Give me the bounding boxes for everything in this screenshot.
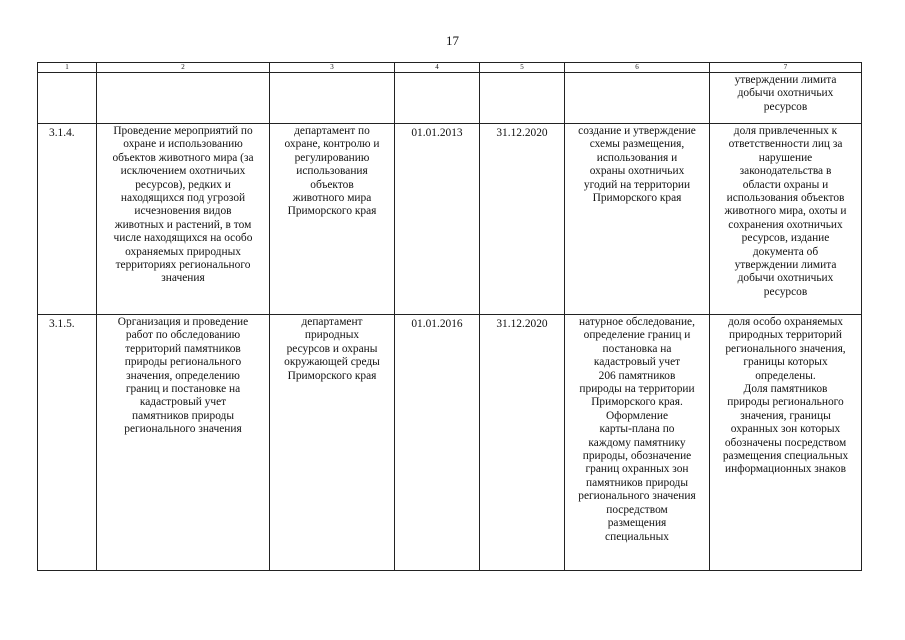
start-date: 01.01.2013 [395,124,480,315]
result-text [569,316,705,544]
text-line: границ и постановке на [125,383,241,396]
indicator-text [714,125,857,299]
text-line: природных [304,329,360,342]
text-line: ресурсов), редких и [135,178,231,191]
text-line: охранных зон которых [730,423,841,436]
text-line: работ по обследованию [125,329,241,342]
text-line: области охраны и [742,178,829,191]
text-line: окружающей среды [284,356,380,369]
text-line: Организация и проведение [117,316,249,328]
text-line: ответственности лиц за [728,138,843,151]
text-line: Доля памятников [743,383,828,396]
table-row [38,315,862,571]
text-line: животного мира, охоты и [724,205,847,218]
text-line: границы которых [743,356,828,369]
text-line: использования [296,165,368,178]
page-number: 17 [446,33,459,48]
column-number-row [38,63,862,73]
text-line: числе находящихся на особо [113,232,253,245]
text-line: границ охранных зон [585,463,689,476]
text-line: Приморского края [287,369,377,382]
text-line: постановка на [602,342,672,355]
text-line: угодий на территории [583,178,691,191]
text-line: охраняемых природных [125,245,241,258]
text-line: определены. [755,369,816,382]
text-line: объектов животного мира (за [112,151,254,164]
text-line: значения [161,272,205,285]
text-line: использования объектов [726,192,845,205]
text-line: природы на территории [579,383,695,396]
text-line: Приморского края [592,192,682,205]
activity-cell [97,315,270,571]
text-line: документа об [752,245,819,258]
text-line: природы регионального [124,356,242,369]
activity-cell [97,124,270,315]
text-line: посредством [606,503,668,516]
text-line: размещения [607,517,667,530]
result-cell [565,315,710,571]
table-cell [565,73,710,124]
text-line: кадастровый учет [593,356,681,369]
text-line: памятников природы [131,409,235,422]
text-line: ресурсов [763,285,808,298]
indicator-cell [710,315,862,571]
text-line: добычи охотничьих [737,272,834,285]
indicator-text [714,316,857,477]
table-cell [270,73,395,124]
text-line: охране, контролю и [284,138,380,151]
text-line: охраны охотничьих [589,165,685,178]
text-line: обозначены посредством [724,436,847,449]
continuation-row [38,73,862,124]
indicator-text [714,74,857,114]
text-line: природы, обозначение [582,450,692,463]
text-line: доля привлеченных к [733,125,838,137]
text-line: охране и использованию [123,138,243,151]
col-header-1: 1 [38,63,97,73]
table-cell [480,73,565,124]
text-line: животного мира [292,192,372,205]
text-line: утверждении лимита [734,74,837,86]
text-line: карты-плана по [599,423,675,436]
table-cell [97,73,270,124]
text-line: регулированию [294,151,370,164]
text-line: значения, границы [740,409,831,422]
end-date: 31.12.2020 [480,124,565,315]
text-line: информационных знаков [725,463,846,476]
result-cell [565,124,710,315]
text-line: исключением охотничьих [120,165,246,178]
text-line: Приморского края [287,205,377,218]
indicator-cell [710,124,862,315]
activity-text [101,316,265,437]
text-line: добычи охотничьих [737,87,834,100]
text-line: Приморского края. [591,396,683,409]
text-line: территориях регионального [115,259,251,272]
text-line: натурное обследование, [579,316,695,328]
text-line: департамент по [294,125,370,137]
text-line: специальных [605,530,669,543]
executor-text [274,316,390,383]
col-header-6: 6 [565,63,710,73]
executor-text [274,125,390,219]
col-header-4: 4 [395,63,480,73]
text-line: схемы размещения, [589,138,685,151]
table-cell [38,73,97,124]
text-line: Оформление [605,409,669,422]
col-header-7: 7 [710,63,862,73]
text-line: утверждении лимита [734,259,837,272]
col-header-3: 3 [270,63,395,73]
activity-text [101,125,265,286]
text-line: создание и утверждение [578,125,696,137]
end-date: 31.12.2020 [480,315,565,571]
result-text [569,125,705,205]
text-line: объектов [310,178,354,191]
text-line: ресурсов, издание [741,232,830,245]
text-line: ресурсов и охраны [286,342,378,355]
row-number: 3.1.5. [38,315,97,571]
text-line: законодательства в [739,165,832,178]
executor-cell [270,315,395,571]
table-cell [395,73,480,124]
text-line: природы регионального [727,396,844,409]
text-line: находящихся под угрозой [120,192,246,205]
text-line: размещения специальных [722,450,849,463]
text-line: кадастровый учет [139,396,227,409]
text-line: животных и растений, в том [114,218,252,231]
col-header-5: 5 [480,63,565,73]
text-line: памятников природы [585,476,689,489]
text-line: использования и [596,151,678,164]
text-line: сохранения охотничьих [728,218,843,231]
text-line: регионального значения [578,490,696,503]
text-line: исчезновения видов [134,205,232,218]
text-line: нарушение [758,151,813,164]
start-date: 01.01.2016 [395,315,480,571]
text-line: регионального значения [124,423,242,436]
text-line: значения, определению [126,369,240,382]
text-line: 206 памятников [598,369,676,382]
indicator-cell [710,73,862,124]
text-line: Проведение мероприятий по [113,125,253,137]
text-line: определение границ и [583,329,691,342]
text-line: природных территорий [729,329,842,342]
table-row [38,124,862,315]
col-header-2: 2 [97,63,270,73]
text-line: территорий памятников [125,342,241,355]
text-line: департамент [301,316,363,328]
text-line: регионального значения, [725,342,846,355]
row-number: 3.1.4. [38,124,97,315]
text-line: ресурсов [763,100,808,113]
executor-cell [270,124,395,315]
program-table [37,62,862,571]
text-line: доля особо охраняемых [728,316,843,328]
text-line: каждому памятнику [588,436,686,449]
